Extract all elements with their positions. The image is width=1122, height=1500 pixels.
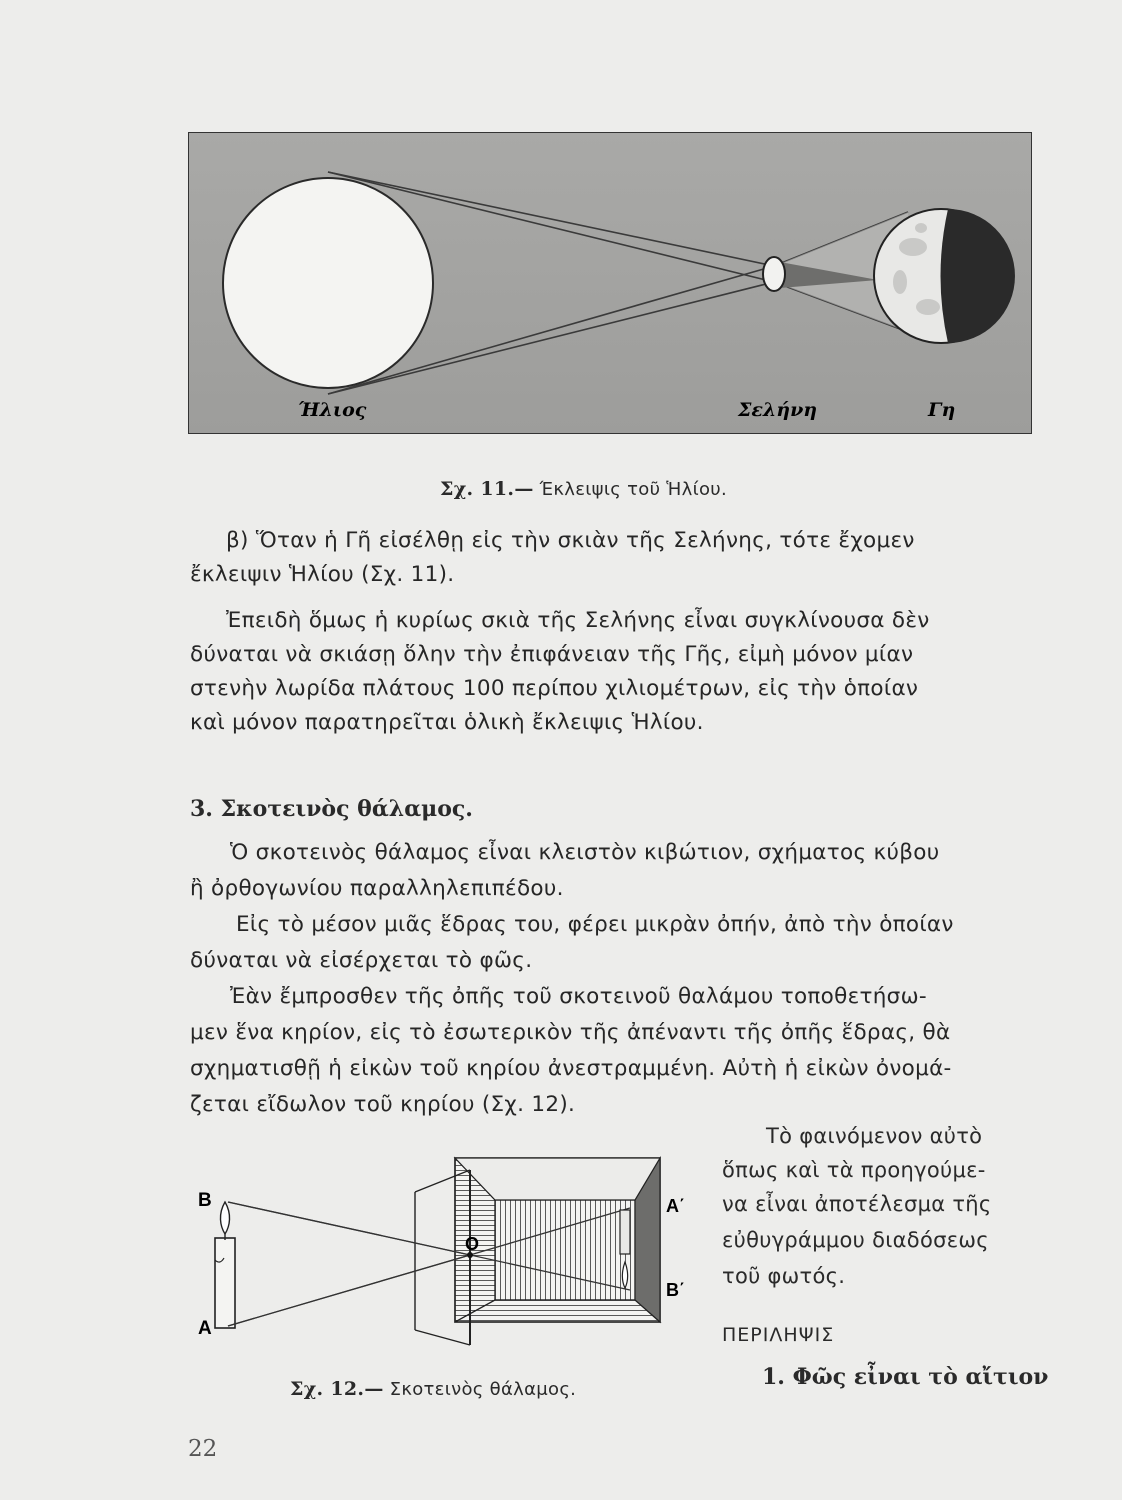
section-line-8: ζεται εἴδωλον τοῦ κηρίου (Σχ. 12). [190, 1092, 576, 1117]
label-sun: Ήλιος [298, 399, 367, 421]
summary-item: 1. Φῶς εἶναι τὸ αἴτιον [762, 1364, 1049, 1390]
para1-line-4: δύναται νὰ σκιάσῃ ὅλην τὴν ἐπιφάνειαν τῆς Γῆς, εἰμὴ μόνον μίαν [190, 642, 914, 667]
label-O: O [465, 1234, 480, 1254]
section-line-2: ἢ ὀρθογωνίου παραλληλεπιπέδου. [190, 876, 564, 901]
earth [874, 209, 1015, 343]
section-line-3: Εἰς τὸ μέσον μιᾶς ἕδρας του, φέρει μικρὰν ὀπήν, ἀπὸ τὴν ὁποίαν [236, 912, 954, 937]
right-col-line-4: εὐθυγράμμου διαδόσεως [722, 1228, 989, 1252]
sun [223, 178, 433, 388]
fig12-caption-number: Σχ. 12.— [290, 1378, 384, 1400]
right-col-line-1: Τὸ φαινόμενον αὐτὸ [766, 1124, 983, 1148]
para1-line-3: Ἐπειδὴ ὅμως ἡ κυρίως σκιὰ τῆς Σελήνης εἶναι συγκλίνουσα δὲν [226, 608, 930, 633]
label-A: Α [198, 1318, 212, 1339]
right-col-line-3: να εἶναι ἀποτέλεσμα τῆς [722, 1192, 992, 1216]
eclipse-figure [188, 132, 1032, 434]
camera-obscura-figure [190, 1150, 700, 1350]
section-line-1: Ὁ σκοτεινὸς θάλαμος εἶναι κλειστὸν κιβώτιον, σχήματος κύβου [230, 840, 940, 865]
fig11-caption [440, 478, 727, 500]
para1-line-5: στενὴν λωρίδα πλάτους 100 περίπου χιλιομέτρων, εἰς τὴν ὁποίαν [190, 676, 919, 701]
right-col-line-5: τοῦ φωτός. [722, 1264, 846, 1288]
section-line-7: σχηματισθῇ ἡ εἰκὼν τοῦ κηρίου ἀνεστραμμένη. Αὐτὴ ἡ εἰκὼν ὀνομά- [190, 1056, 952, 1081]
fig12-caption [290, 1378, 576, 1400]
para1-line-6: καὶ μόνον παρατηρεῖται ὁλικὴ ἔκλειψις Ἡλίου. [190, 710, 704, 735]
fig11-caption-text: Έκλειψις τοῦ Ἡλίου. [539, 479, 728, 500]
label-earth: Γη [928, 399, 956, 421]
fig12-caption-text: Σκοτεινὸς θάλαμος. [389, 1379, 577, 1400]
fig11-caption-number: Σχ. 11.— [440, 478, 534, 500]
summary-heading: ΠΕΡΙΛΗΨΙΣ [722, 1324, 835, 1346]
section-line-6: μεν ἕνα κηρίον, εἰς τὸ ἐσωτερικὸν τῆς ἀπέναντι τῆς ὀπῆς ἕδρας, θὰ [190, 1020, 951, 1045]
right-col-line-2: ὅπως καὶ τὰ προηγούμε- [722, 1158, 986, 1182]
eclipse-illustration [188, 132, 1032, 434]
section-heading: 3. Σκοτεινὸς θάλαμος. [190, 796, 473, 822]
label-B-prime: Β΄ [666, 1280, 685, 1300]
para1-line-2: ἔκλειψιν Ἡλίου (Σχ. 11). [190, 562, 455, 587]
page-number: 22 [188, 1436, 218, 1462]
label-A-prime: Α΄ [666, 1196, 685, 1216]
moon [763, 257, 785, 291]
section-line-5: Ἐὰν ἔμπροσθεν τῆς ὀπῆς τοῦ σκοτεινοῦ θαλάμου τοποθετήσω- [230, 984, 927, 1009]
label-B: Β [198, 1190, 212, 1211]
label-moon: Σελήνη [738, 399, 818, 421]
candle [215, 1202, 235, 1328]
section-line-4: δύναται νὰ εἰσέρχεται τὸ φῶς. [190, 948, 533, 973]
camera-obscura-illustration [190, 1150, 700, 1350]
para1-line-1: β) Ὅταν ἡ Γῆ εἰσέλθῃ εἰς τὴν σκιὰν τῆς Σελήνης, τότε ἔχομεν [226, 528, 915, 553]
